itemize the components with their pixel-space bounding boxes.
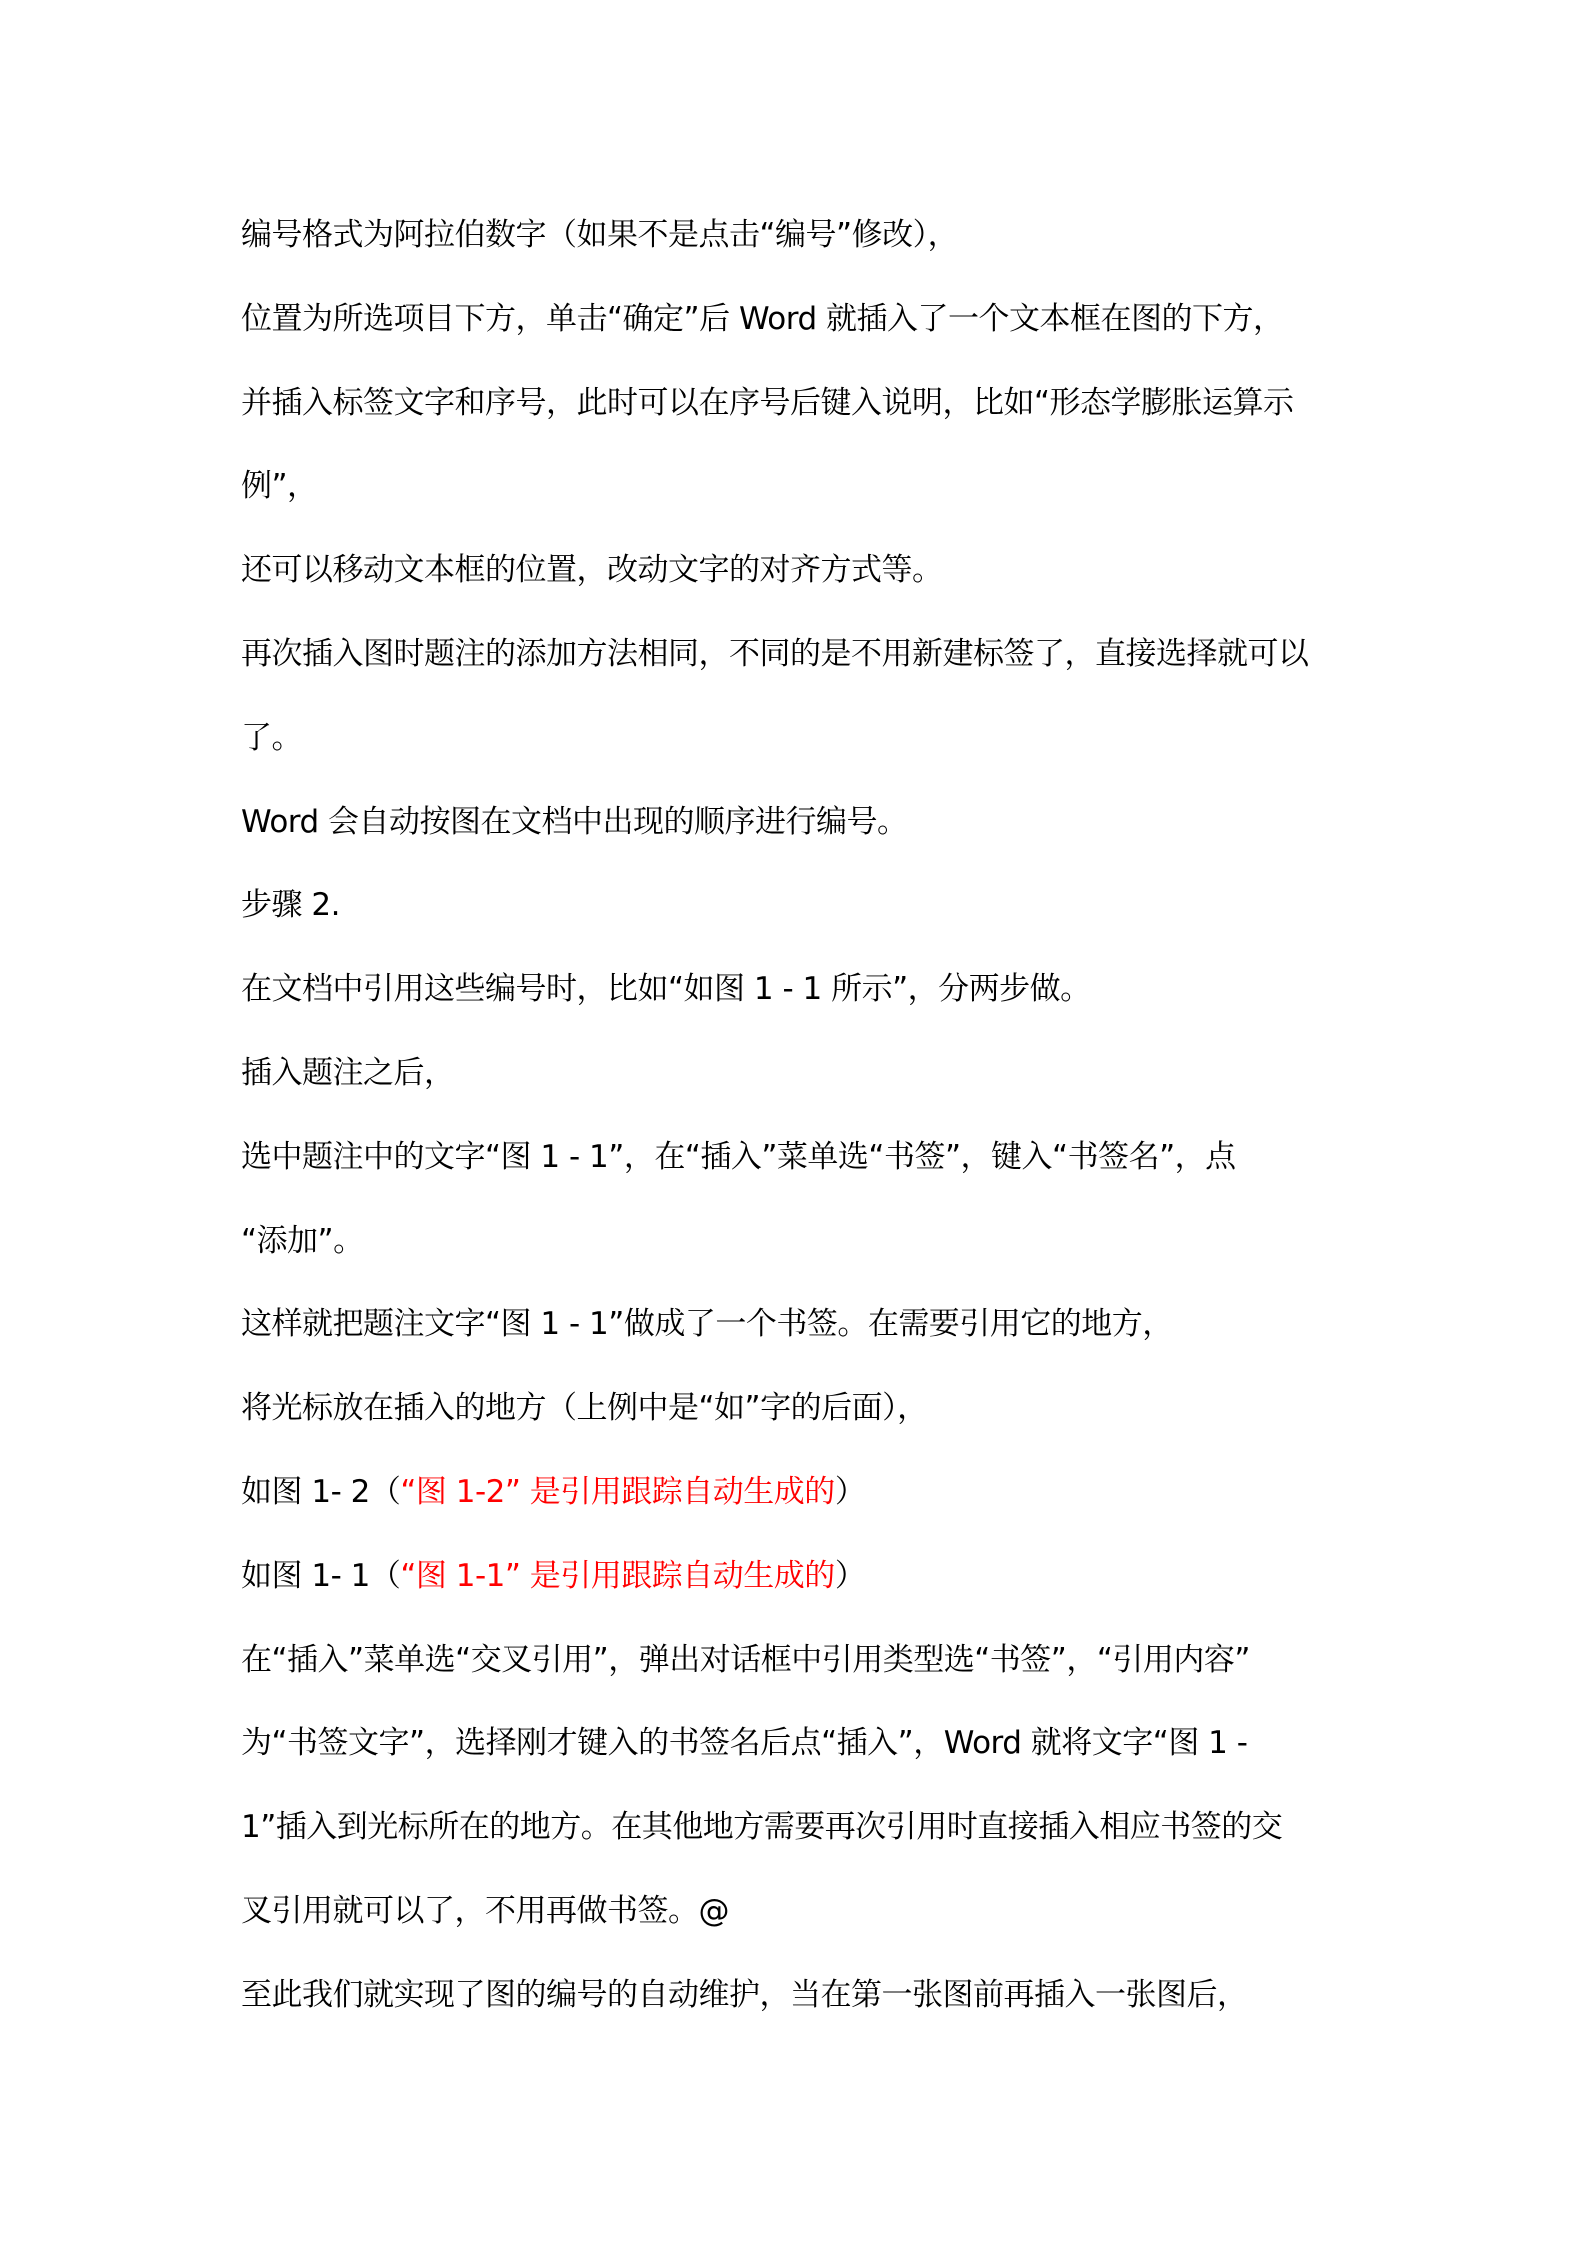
- paragraph-line: “添加”。: [241, 1222, 364, 1259]
- ref-field-text: “图 1-1” 是引用跟踪自动生成的: [400, 1557, 835, 1594]
- paragraph-line: 为“书签文字”，选择刚才键入的书签名后点“插入”，Word 就将文字“图 1 -: [241, 1725, 1248, 1762]
- paragraph-line: 叉引用就可以了，不用再做书签。@: [241, 1892, 729, 1929]
- ref-field-text: “图 1-2” 是引用跟踪自动生成的: [400, 1473, 835, 1510]
- paragraph-line: 编号格式为阿拉伯数字（如果不是点击“编号”修改），: [241, 217, 959, 253]
- paragraph-line: 在文档中引用这些编号时，比如“如图 1 - 1 所示”，分两步做。: [241, 971, 1091, 1008]
- paragraph-line: 1”插入到光标所在的地方。在其他地方需要再次引用时直接插入相应书签的交: [241, 1809, 1283, 1846]
- paragraph-line: 位置为所选项目下方，单击“确定”后 Word 就插入了一个文本框在图的下方，: [241, 300, 1284, 337]
- paragraph-line: 了。: [241, 719, 302, 756]
- ref-suffix: ）: [834, 1557, 866, 1594]
- ref-prefix: 如图 1- 1（: [241, 1557, 401, 1594]
- paragraph-line: 在“插入”菜单选“交叉引用”，弹出对话框中引用类型选“书签”，“引用内容”: [241, 1641, 1250, 1678]
- paragraph-line: 再次插入图时题注的添加方法相同，不同的是不用新建标签了，直接选择就可以: [241, 635, 1309, 672]
- paragraph-line: Word 会自动按图在文档中出现的顺序进行编号。: [241, 803, 908, 840]
- paragraph-line: 将光标放在插入的地方（上例中是“如”字的后面），: [241, 1390, 928, 1427]
- paragraph-line: 这样就把题注文字“图 1 - 1”做成了一个书签。在需要引用它的地方，: [241, 1306, 1173, 1343]
- paragraph-line: 插入题注之后，: [241, 1054, 455, 1091]
- paragraph-line: 选中题注中的文字“图 1 - 1”，在“插入”菜单选“书签”，键入“书签名”，点: [241, 1138, 1236, 1175]
- paragraph-line: 至此我们就实现了图的编号的自动维护，当在第一张图前再插入一张图后，: [241, 1976, 1248, 2013]
- document-page: [241, 193, 1371, 2037]
- step-heading: 步骤 2.: [241, 887, 340, 924]
- ref-suffix: ）: [834, 1473, 866, 1510]
- paragraph-line: 例”，: [241, 468, 318, 505]
- paragraph-line: 并插入标签文字和序号，此时可以在序号后键入说明，比如“形态学膨胀运算示: [241, 384, 1294, 421]
- ref-prefix: 如图 1- 2（: [241, 1473, 401, 1510]
- cross-reference-line: [241, 1450, 1371, 1534]
- cross-reference-line: [241, 1534, 1371, 1618]
- paragraph-line: 还可以移动文本框的位置，改动文字的对齐方式等。: [241, 552, 943, 589]
